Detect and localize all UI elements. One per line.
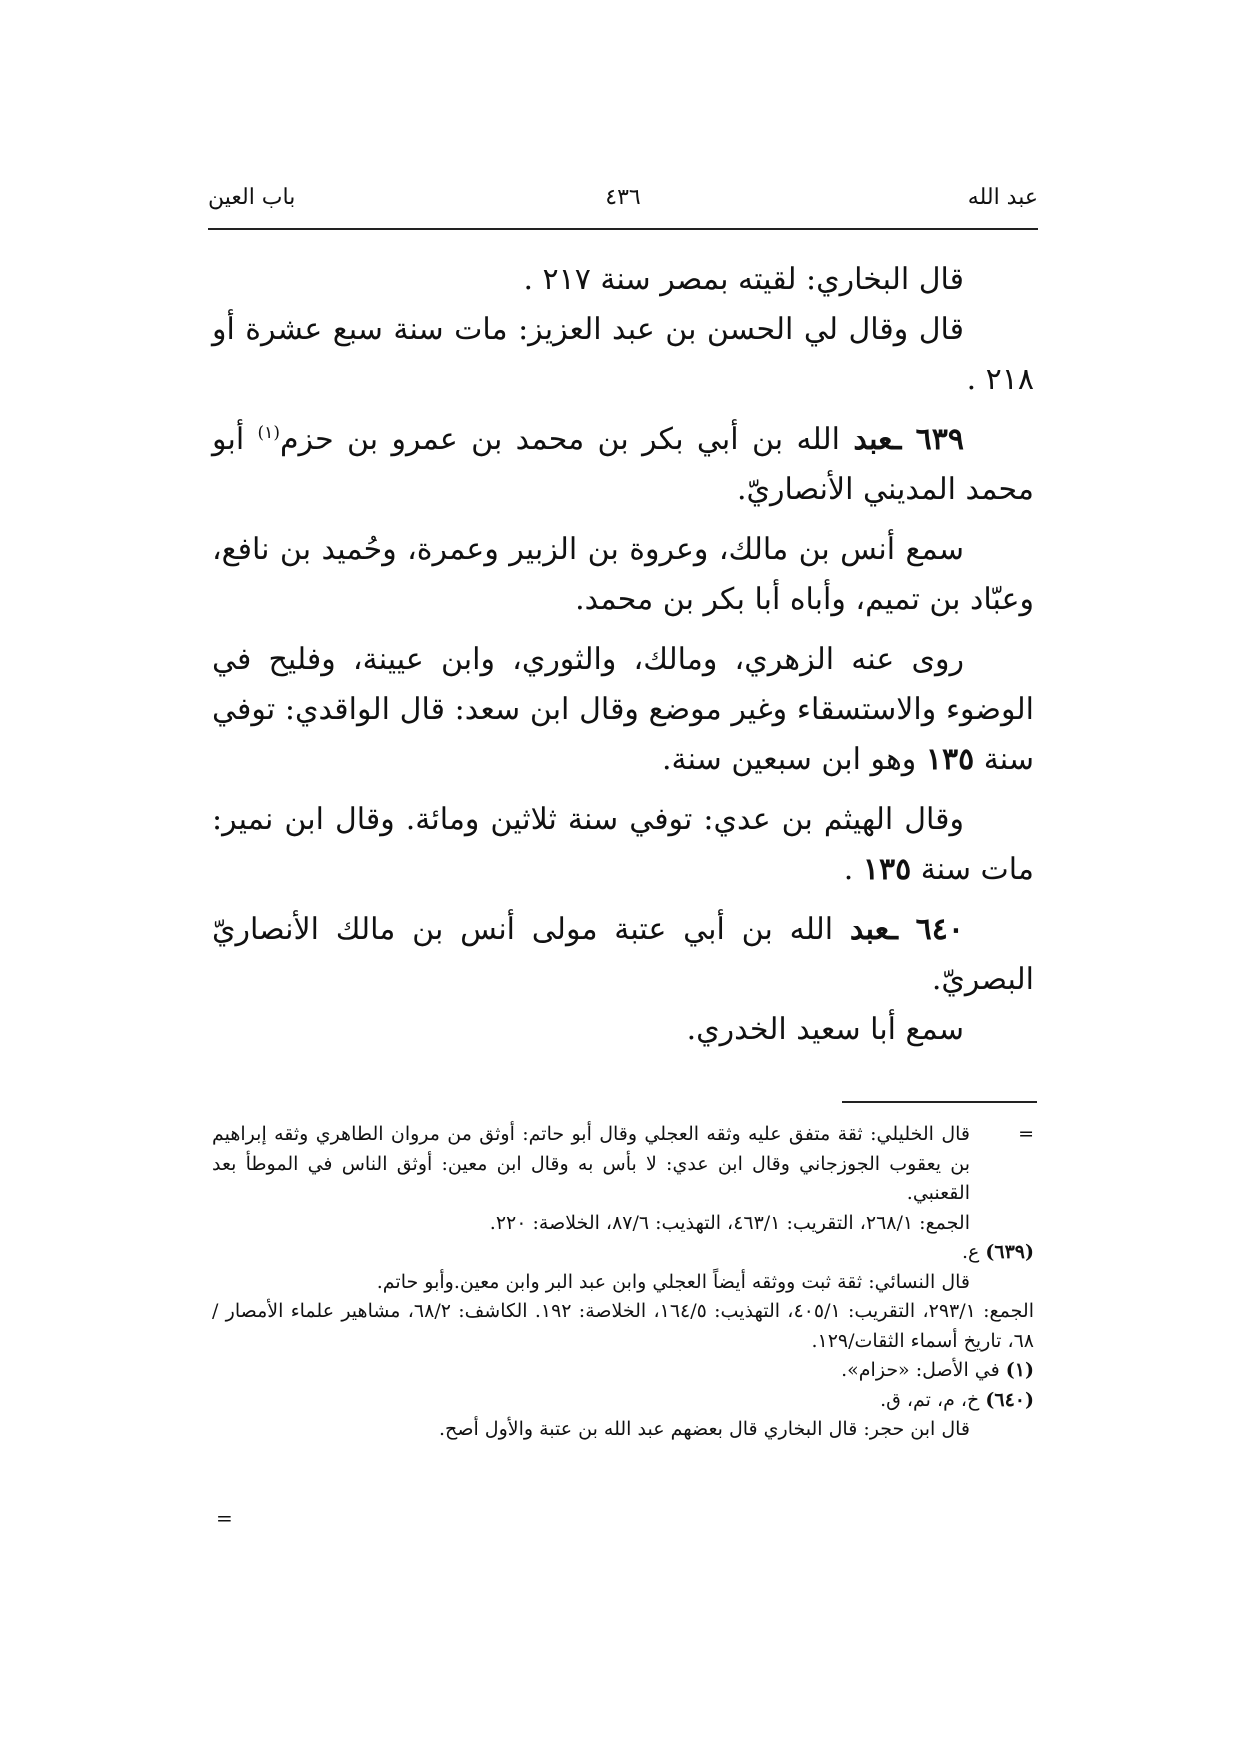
header-chapter-name: باب العين — [208, 185, 296, 210]
entry-640 — [212, 905, 1034, 1005]
paragraph-haytham — [212, 795, 1034, 895]
footnote-640-sigla: خ، م، تم، ق. — [880, 1388, 980, 1411]
footnote-continuation-refs: الجمع: ٢٦٨/١، التقريب: ٤٦٣/١، التهذيب: ٨٧/٦، الخلاصة: ٢٢٠. — [489, 1211, 970, 1234]
entry-639-kunya: أبو محمد المديني الأنصاريّ. — [212, 422, 1034, 507]
footnote-1-mark: (١) — [1005, 1359, 1034, 1381]
students-text: روى عنه الزهري، ومالك، والثوري، وابن عيينة، وفليح في الوضوء والاستسقاء وغير موضع وقال ابن سعد: قال الواقدي: توفي سنة — [212, 642, 1034, 777]
footnote-639-head — [212, 1238, 1034, 1268]
footnotes — [212, 1120, 1034, 1445]
footnote-ref-1[interactable]: (١) — [257, 423, 280, 443]
footnote-639-sigla: ع. — [961, 1241, 980, 1263]
footnote-640-head — [212, 1386, 1034, 1416]
header-section-name: عبد الله — [967, 185, 1038, 210]
paragraph-abu-said: سمع أبا سعيد الخدري. — [686, 1012, 964, 1047]
students-text-end: وهو ابن سبعين سنة. — [662, 742, 926, 777]
entry-639-lineage: الله بن أبي بكر بن محمد بن عمرو بن حزم — [279, 422, 854, 457]
continues-mark: = — [216, 1506, 233, 1530]
paragraph-students — [212, 635, 1034, 785]
footnote-1-text: في الأصل: «حزام». — [841, 1359, 1000, 1381]
header-rule — [208, 228, 1038, 230]
footnote-639-refs: الجمع: ٢٩٣/١، التقريب: ٤٠٥/١، التهذيب: ١٦٤/٥، الخلاصة: ١٩٢. الكاشف: ٦٨/٢، مشاهير علماء الأمصار /٦٨، تاريخ أسماء الثقات/١٢٩. — [212, 1300, 1034, 1352]
entry-639-number: ٦٣٩ ـ — [892, 422, 964, 457]
footnote-rule — [842, 1101, 1037, 1103]
entry-639 — [212, 415, 1034, 515]
paragraph-hasan-quote: قال وقال لي الحسن بن عبد العزيز: مات سنة سبع عشرة أو ٢١٨ . — [212, 312, 1034, 397]
death-year-2: ١٣٥ — [862, 852, 912, 887]
footnote-640-text: قال ابن حجر: قال البخاري قال بعضهم عبد الله بن عتبة والأول أصح. — [439, 1418, 970, 1440]
footnote-640-mark: (٦٤٠) — [985, 1388, 1034, 1411]
haytham-text: وقال الهيثم بن عدي: توفي سنة ثلاثين ومائة. وقال ابن نمير: مات سنة — [212, 802, 1034, 887]
paragraph-teachers: سمع أنس بن مالك، وعروة بن الزبير وعمرة، وحُميد بن نافع، وعبّاد بن تميم، وأباه أبا بكر بن محمد. — [212, 532, 1034, 617]
continuation-mark: = — [1018, 1123, 1034, 1145]
paragraph-bukhari-quote: قال البخاري: لقيته بمصر سنة ٢١٧ . — [523, 262, 964, 297]
footnote-639-text: قال النسائي: ثقة ثبت ووثقه أيضاً العجلي وابن عبد البر وابن معين.وأبو حاتم. — [376, 1270, 970, 1293]
haytham-text-end: . — [843, 852, 863, 887]
page-number: ٤٣٦ — [605, 185, 641, 210]
main-text — [212, 255, 1034, 1065]
entry-640-name: عبد — [849, 912, 890, 947]
footnote-continuation — [212, 1120, 1034, 1209]
running-header — [208, 185, 1038, 225]
death-year: ١٣٥ — [925, 742, 975, 777]
entry-640-number: ٦٤٠ ـ — [889, 912, 964, 947]
footnote-continuation-text: قال الخليلي: ثقة متفق عليه وثقه العجلي وقال أبو حاتم: أوثق من مروان الطاهري وثقه إبراهيم بن يعقوب الجوزجاني وقال ابن عدي: لا بأس به وقال ابن معين: أوثق الناس في الموطأ بعد القعنبي. — [212, 1123, 970, 1204]
entry-640-lineage: الله بن أبي عتبة مولى أنس بن مالك الأنصاريّ البصريّ. — [212, 912, 1034, 997]
footnote-1 — [212, 1356, 1034, 1386]
footnote-639-mark: (٦٣٩) — [985, 1241, 1034, 1263]
entry-639-name: عبد — [853, 422, 893, 457]
